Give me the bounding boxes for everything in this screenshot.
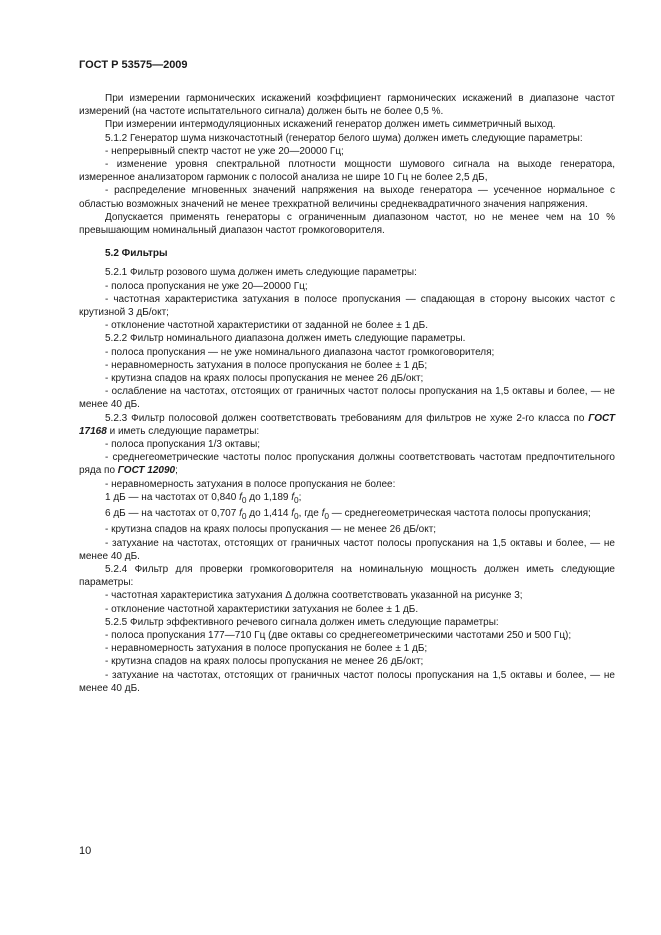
list-item: - непрерывный спектр частот не уже 20—20000 Гц; — [105, 145, 344, 157]
text-run: , где — [298, 508, 322, 520]
list-item: - неравномерность затухания в полосе пропускания не более ± 1 дБ; — [105, 643, 428, 655]
list-item: - крутизна спадов на краях полосы пропускания — не менее 26 дБ/окт; — [105, 524, 437, 536]
page-header: ГОСТ Р 53575—2009 — [79, 59, 188, 71]
symbol-subscript: 0 — [294, 511, 299, 522]
list-item: - изменение уровня спектральной плотности мощности шумового сигнала на выходе генератора, измеренное анализатором гармоник с полосой анализа не шире 10 Гц не более 2,5 дБ, — [79, 159, 615, 184]
list-item: - ослабление на частотах, отстоящих от граничных частот полосы пропускания на 1,5 октавы и более, — не менее 40 дБ. — [79, 386, 615, 411]
list-item: - крутизна спадов на краях полосы пропускания не менее 26 дБ/окт; — [105, 373, 424, 385]
symbol-f: f — [291, 508, 295, 520]
symbol-f: f — [321, 508, 325, 520]
list-item: - частотная характеристика затухания Δ должна соответствовать указанной на рисунке 3; — [105, 590, 523, 602]
text-run: до 1,189 — [246, 491, 292, 503]
list-item: - отклонение частотной характеристики от заданной не более ± 1 дБ. — [105, 320, 428, 332]
text-run: - среднегеометрические частоты полос пропускания должны соответствовать частотам предпочтительного ряда по — [79, 452, 615, 477]
standard-reference: ГОСТ 12090 — [117, 465, 176, 477]
text-run: ; — [175, 465, 178, 477]
paragraph: 5.2.4 Фильтр для проверки громкоговорителя на номинальную мощность должен иметь следующие параметры: — [79, 563, 615, 589]
text-run: 1 дБ — на частотах от 0,840 — [105, 491, 240, 503]
list-item: - полоса пропускания 177—710 Гц (две октавы со среднегеометрическими частотами 250 и 500 Гц); — [105, 629, 572, 641]
list-item — [79, 451, 615, 477]
text-run: и иметь следующие параметры: — [106, 425, 260, 437]
paragraph: При измерении интермодуляционных искажений генератор должен иметь симметричный выход. — [105, 119, 556, 131]
list-item: - полоса пропускания — не уже номинального диапазона частот громкоговорителя; — [105, 346, 495, 358]
text-run: — среднегеометрическая частота полосы пропускания; — [329, 508, 591, 520]
paragraph: 5.1.2 Генератор шума низкочастотный (генератор белого шума) должен иметь следующие параметры: — [105, 132, 583, 144]
list-item — [79, 491, 615, 507]
list-item: - распределение мгновенных значений напряжения на выходе генератора — усеченное нормальное с областью возможных значений не менее трехкратной величины среднеквадратичного значения напряжения. — [79, 185, 615, 210]
list-item: - крутизна спадов на краях полосы пропускания не менее 26 дБ/окт; — [105, 656, 424, 668]
symbol-subscript: 0 — [324, 511, 330, 522]
list-item: - частотная характеристика затухания в полосе пропускания — спадающая в сторону высоких частот с крутизной 3 дБ/окт; — [79, 293, 615, 319]
symbol-subscript: 0 — [294, 494, 299, 505]
symbol-f: f — [291, 491, 295, 503]
paragraph: Допускается применять генераторы с ограниченным диапазоном частот, но не менее чем на 10 % превышающим номинальный диапазон частот громкоговорителя. — [79, 211, 615, 237]
text-run: 6 дБ — на частотах от 0,707 — [105, 508, 240, 520]
document-body — [79, 92, 615, 695]
list-item — [79, 507, 615, 523]
text-run: до 1,414 — [246, 508, 292, 520]
section-title: 5.2 Фильтры — [105, 248, 168, 260]
list-item: - отклонение частотной характеристики затухания не более ± 1 дБ. — [105, 603, 419, 615]
symbol-subscript: 0 — [241, 511, 247, 522]
text-run: 5.2.3 Фильтр полосовой должен соответствовать требованиям для фильтров не хуже 2-го класса по — [105, 412, 589, 424]
text-run: ; — [298, 491, 302, 503]
list-item: - полоса пропускания 1/3 октавы; — [105, 439, 261, 451]
symbol-f: f — [239, 508, 242, 520]
symbol-subscript: 0 — [241, 494, 247, 505]
paragraph: 5.2.2 Фильтр номинального диапазона должен иметь следующие параметры. — [105, 333, 466, 345]
paragraph: При измерении гармонических искажений коэффициент гармонических искажений в диапазоне частот измерений (на частоте испытательного сигнала) должен быть не более 0,5 %. — [79, 93, 615, 118]
paragraph: 5.2.5 Фильтр эффективного речевого сигнала должен иметь следующие параметры: — [105, 616, 499, 628]
paragraph: 5.2.1 Фильтр розового шума должен иметь следующие параметры: — [105, 267, 417, 279]
list-item: - затухание на частотах, отстоящих от граничных частот полосы пропускания на 1,5 октавы и более, — не менее 40 дБ. — [79, 537, 615, 562]
symbol-f: f — [239, 491, 242, 503]
list-item: - затухание на частотах, отстоящих от граничных частот полосы пропускания на 1,5 октавы и более, — не менее 40 дБ. — [79, 669, 615, 694]
list-item: - неравномерность затухания в полосе пропускания не более: — [105, 478, 396, 490]
paragraph — [79, 412, 615, 438]
list-item: - полоса пропускания не уже 20—20000 Гц; — [105, 280, 308, 292]
page-number: 10 — [79, 845, 92, 857]
list-item: - неравномерность затухания в полосе пропускания не более ± 1 дБ; — [105, 359, 428, 371]
standard-reference: ГОСТ 17168 — [79, 412, 615, 437]
